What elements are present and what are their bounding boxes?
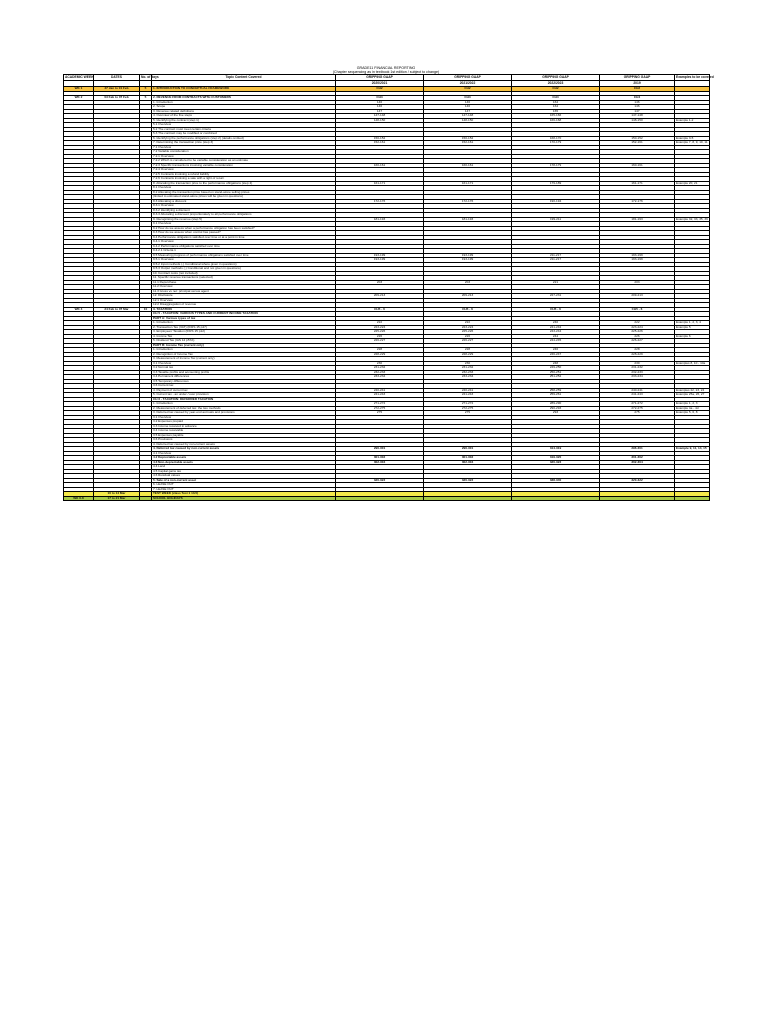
topic-cell: 7.1 Overview xyxy=(152,145,336,150)
gaap3-pages: 179-189 xyxy=(512,181,600,186)
topic-cell: 8.3.2 Identifying a discount xyxy=(152,208,336,213)
gaap3-pages: 319-320 xyxy=(512,456,600,461)
topic-cell: 5.3 The contract may be modified or combined xyxy=(152,132,336,137)
gaap2-pages: 146 xyxy=(424,105,512,110)
gaap3-pages: 246-247 xyxy=(512,352,600,357)
gaap1-pages: 152-161 xyxy=(336,141,424,146)
col-gripping-gaap-4: GRIPPING GAAP xyxy=(600,75,675,81)
topic-cell: 3.4 Permanent differences xyxy=(152,375,336,380)
topic-cell: 7.2.2 Which is considered to be variable consideration as an estimate xyxy=(152,159,336,164)
topic-cell: 3. TAXATION xyxy=(152,307,336,312)
gaap4-pages: 241-243 xyxy=(600,393,675,398)
topic-cell: 6. Identifying the performance obligations (step 2) (details omitted) xyxy=(152,136,336,141)
gaap1-pages: 223-224 xyxy=(336,325,424,330)
col-gripping-gaap-2: GRIPPING GAAP xyxy=(424,75,512,81)
gaap1-pages: 228 xyxy=(336,348,424,353)
topic-cell: 6. LEASE OUT xyxy=(152,483,336,488)
topic-cell: 9.5.1 Overview xyxy=(152,258,336,263)
gaap3-pages: 240 xyxy=(512,321,600,326)
topic-cell: 4. Payment of current tax xyxy=(152,388,336,393)
gaap4-pages xyxy=(600,496,675,501)
edition-g3: 2022/2023 xyxy=(512,81,600,87)
gaap2-pages: 152-161 xyxy=(424,141,512,146)
topic-cell: 10. Contract costs (not included) xyxy=(152,271,336,276)
gaap1-pages: 146 xyxy=(336,100,424,105)
gaap3-pages: CH5 - 6 xyxy=(512,307,600,312)
gaap1-pages: 209-213 xyxy=(336,294,424,299)
topic-cell: CH 6 - TAXATION: DEFERRED TAXATION xyxy=(152,397,336,402)
examples-cell: Example 1, 2, 3, 4 xyxy=(675,321,710,326)
gaap3-pages: 338-340 xyxy=(512,478,600,483)
col-academic-week: ACADEMIC WEEK xyxy=(65,74,94,79)
gaap3-pages: 211-217 xyxy=(512,253,600,258)
gaap4-pages: 172-176 xyxy=(600,199,675,204)
topic-cell: 5. Current tax - an under / over provision xyxy=(152,393,336,398)
topic-cell: PART A: Various types of tax xyxy=(152,316,336,321)
gaap3-pages: 244-245 xyxy=(512,339,600,344)
gaap1-pages: 161-171 xyxy=(336,181,424,186)
gaap1-pages: 231-232 xyxy=(336,366,424,371)
gaap4-pages: 226-227 xyxy=(600,339,675,344)
document-title: GRADE11 FINANCIAL REPORTING xyxy=(356,66,416,70)
gaap2-pages: 275 xyxy=(424,411,512,416)
gaap4-pages: 233-234 xyxy=(600,375,675,380)
gaap4-pages: 240-241 xyxy=(600,388,675,393)
examples-cell: Examples 8, 10 - 10a xyxy=(675,361,710,366)
gaap1-pages: 301-302 xyxy=(336,456,424,461)
gaap1-pages: 150-152 xyxy=(336,136,424,141)
gaap3-pages: 243-244 xyxy=(512,330,600,335)
gaap1-pages: 241-243 xyxy=(336,393,424,398)
dates-cell: 10 to 14 Mar xyxy=(94,492,140,497)
dates-cell: 27 Jan to 01 Feb xyxy=(94,87,140,92)
gaap1-pages: 320-322 xyxy=(336,478,424,483)
gaap1-pages: 146 xyxy=(336,105,424,110)
gaap3-pages: 251-252 xyxy=(512,375,600,380)
gaap1-pages: 160-161 xyxy=(336,163,424,168)
examples-cell: Example 20, 21 xyxy=(675,181,710,186)
gaap3-pages xyxy=(512,496,600,501)
gaap2-pages: 226-227 xyxy=(424,339,512,344)
topic-cell: 3. Deferred tax caused by year-end accruals and provisions xyxy=(152,411,336,416)
gaap4-pages: 302-304 xyxy=(600,460,675,465)
examples-cell: Example 4a - 4d xyxy=(675,406,710,411)
gaap4-pages: 146 xyxy=(600,105,675,110)
gaap3-pages: 314-319 xyxy=(512,447,600,452)
topic-cell: 4.1 Overview xyxy=(152,451,336,456)
topic-cell: 9.4.2 Performance obligations satisfied over time xyxy=(152,244,336,249)
gaap3-pages: 248 xyxy=(512,361,600,366)
examples-cell: Example 7, 8, 9, 10, 11 xyxy=(676,140,708,144)
edition-g4: 2019 xyxy=(600,81,675,87)
gaap3-pages: 166-168 xyxy=(512,118,600,123)
topic-cell: 7. Determining the transaction price (step 3) xyxy=(152,141,336,146)
topic-cell: 4. Deferred tax caused by non-current assets xyxy=(152,447,336,452)
gaap2-pages: 161-171 xyxy=(424,181,512,186)
gaap4-pages: 275 xyxy=(600,411,675,416)
gaap2-pages: 147-148 xyxy=(424,114,512,119)
topic-cell: 7. LEASE OUT xyxy=(152,487,336,492)
gaap4-pages: 226 xyxy=(600,334,675,339)
topic-cell: 4. Overview of the five steps xyxy=(152,114,336,119)
gaap3-pages: 221 xyxy=(512,280,600,285)
gaap1-pages: 226 xyxy=(336,334,424,339)
topic-cell: 3.1 Overview xyxy=(152,415,336,420)
gaap4-pages: 230 xyxy=(600,361,675,366)
topic-cell: 2. Scope xyxy=(152,105,336,110)
topic-cell: 9. Recognising the revenue (step 5) xyxy=(152,217,336,222)
gaap1-pages: 233-234 xyxy=(336,375,424,380)
gaap4-pages: 148-150 xyxy=(600,118,675,123)
gaap2-pages: 150-152 xyxy=(424,136,512,141)
gaap4-pages: 161-171 xyxy=(600,181,675,186)
gaap4-pages: 301-302 xyxy=(600,456,675,461)
gaap4-pages: 320-322 xyxy=(600,478,675,483)
gaap1-pages xyxy=(336,496,424,501)
topic-cell: 4.6 Residual values xyxy=(152,474,336,479)
gaap3-pages: 289-290 xyxy=(512,402,600,407)
gaap4-pages: 160-161 xyxy=(600,163,675,168)
gaap3-pages: 165-166 xyxy=(512,114,600,119)
topic-cell: 3. Measurement of Income Tax (current only) xyxy=(152,357,336,362)
gaap2-pages: 272-275 xyxy=(424,406,512,411)
gaap1-pages: 230 xyxy=(336,361,424,366)
topic-cell: 11.1 Repurchase xyxy=(152,280,336,285)
days-cell: 5 xyxy=(140,87,152,92)
gaap4-pages: 147-148 xyxy=(600,114,675,119)
document-header xyxy=(63,66,709,74)
gaap4-pages: CH5 - 6 xyxy=(600,307,675,312)
gaap4-pages: 228 xyxy=(600,348,675,353)
schedule-body xyxy=(64,87,710,501)
topic-cell: 7.2.1 Overview xyxy=(152,154,336,159)
gaap3-pages: 165 xyxy=(512,109,600,114)
gaap1-pages: 193-199 xyxy=(336,253,424,258)
topic-cell: 7.2.3 Specific transactions involving variable consideration xyxy=(152,163,336,168)
days-cell: 10 xyxy=(140,307,152,312)
topic-cell: 7.2.5 Contracts involving a refund liability xyxy=(152,172,336,177)
topic-cell: PART B: Income Tax (current only) xyxy=(152,343,336,348)
gaap2-pages: 225-226 xyxy=(424,330,512,335)
gaap2-pages: 320-322 xyxy=(424,478,512,483)
gaap2-pages: 209-213 xyxy=(424,294,512,299)
gaap1-pages: 222 xyxy=(336,321,424,326)
gaap4-pages: 152-161 xyxy=(600,141,675,146)
gaap4-pages: 232-233 xyxy=(600,370,675,375)
gaap2-pages: 296-301 xyxy=(424,447,512,452)
gaap3-pages: 211-217 xyxy=(512,258,600,263)
gaap2-pages: 223-224 xyxy=(424,325,512,330)
gaap1-pages: 148-150 xyxy=(336,118,424,123)
topic-cell: 9.2 How do we assess when a performance obligation has been satisfied? xyxy=(152,226,336,231)
gaap4-pages: 271-272 xyxy=(600,402,675,407)
gaap3-pages: 258-259 xyxy=(512,388,600,393)
topic-cell: 5. Identifying the contract (step 1) xyxy=(152,118,336,123)
topic-cell: 8.3 Allocating a discount xyxy=(152,199,336,204)
gaap2-pages: 228 xyxy=(424,348,512,353)
topic-cell: 11.2 Overview xyxy=(152,285,336,290)
gaap3-pages: 190-194 xyxy=(512,199,600,204)
topic-cell: 4.4 Land xyxy=(152,465,336,470)
topic-cell: 4.3 Non-depreciable assets xyxy=(152,460,336,465)
week-cell: WK 4 xyxy=(64,307,94,312)
gaap3-pages: 250-251 xyxy=(512,370,600,375)
topic-cell: 7.2.6 Contracts involving a sale with a right of return xyxy=(152,177,336,182)
gaap1-pages: 203 xyxy=(336,280,424,285)
gaap2-pages: 172-176 xyxy=(424,199,512,204)
examples-cell: Examples 22, 23, 24 xyxy=(675,388,710,393)
edition-g2: 2021/2022 xyxy=(424,81,512,87)
gaap1-pages: 228-229 xyxy=(336,352,424,357)
gaap1-pages: 181-193 xyxy=(336,217,424,222)
gaap1-pages: 147-148 xyxy=(336,114,424,119)
days-cell xyxy=(140,496,152,501)
col-examples: Examples to be covered xyxy=(676,74,714,79)
topic-cell: 4. Income Tax xyxy=(152,334,336,339)
topic-cell: 3.3 Income received in advance xyxy=(152,424,336,429)
topic-cell: 1. Introduction xyxy=(152,100,336,105)
gaap1-pages: CH2 xyxy=(336,87,424,92)
topic-cell: 9.5.3 Output methods (-) Conditional and not given in questions) xyxy=(152,267,336,272)
gaap4-pages: 228-229 xyxy=(600,352,675,357)
examples-cell: Example 6 xyxy=(675,334,710,339)
topic-cell: 12.2 Disaggregation of revenue xyxy=(152,303,336,308)
gaap3-pages: 320-322 xyxy=(512,460,600,465)
gaap2-pages: 148-150 xyxy=(424,118,512,123)
topic-cell: 1. Introduction xyxy=(152,348,336,353)
gaap1-pages: 302-304 xyxy=(336,460,424,465)
gaap3-pages: CH4 xyxy=(512,96,600,101)
gaap2-pages: CH4 xyxy=(424,96,512,101)
week-cell: WK 2 xyxy=(64,96,94,101)
schedule-table xyxy=(63,74,714,501)
topic-cell: TEST WEEK (class Test 1 13.5) xyxy=(152,492,336,497)
gaap4-pages: 150-152 xyxy=(600,136,675,141)
gaap4-pages: 272-275 xyxy=(600,406,675,411)
topic-cell: 9.5 Measuring progress of performance obligations satisfied over time xyxy=(152,253,336,258)
gaap3-pages: 178-179 xyxy=(512,163,600,168)
document-subtitle: (Chapter sequencing as in textbook 1st edition / subject to change) xyxy=(332,70,440,74)
topic-cell: 1. INTRODUCTION TO CONCEPTUAL FRAMEWORK xyxy=(152,87,336,92)
gaap2-pages: CH2 xyxy=(424,87,512,92)
gaap4-pages: 181-193 xyxy=(600,217,675,222)
topic-cell: 2. REVENUE FROM CONTRACTS WITH CUSTOMERS xyxy=(152,96,336,101)
gaap2-pages: 147 xyxy=(424,109,512,114)
gaap2-pages: 240-241 xyxy=(424,388,512,393)
topic-cell: 3.3 Taxable profits and accounting profits xyxy=(152,370,336,375)
topic-cell: 3.2 Expenses prepaid xyxy=(152,420,336,425)
topic-cell: SCHOOL HOLIDAYS xyxy=(152,496,336,501)
gaap3-pages: 259-261 xyxy=(512,393,600,398)
topic-cell: 3.6 Current tax xyxy=(152,384,336,389)
topic-cell: 12. Disclosure xyxy=(152,294,336,299)
examples-cell xyxy=(675,496,710,501)
gaap4-pages: CH4 xyxy=(600,96,675,101)
topic-cell: 5. Sale of a non-current asset xyxy=(152,478,336,483)
gaap2-pages: 160-161 xyxy=(424,163,512,168)
gaap1-pages: 225-226 xyxy=(336,330,424,335)
col-dates: DATES xyxy=(94,75,140,81)
gaap3-pages: 293 xyxy=(512,411,600,416)
gaap3-pages: 164 xyxy=(512,105,600,110)
gaap1-pages: 240-241 xyxy=(336,388,424,393)
examples-cell: Example 25a, 26, 27 xyxy=(675,393,710,398)
topic-cell: 3.6 Provisions xyxy=(152,438,336,443)
topic-cell: 3.5 Expenses payable xyxy=(152,433,336,438)
gaap2-pages: 233-234 xyxy=(424,375,512,380)
gaap2-pages: 193-199 xyxy=(424,258,512,263)
gaap4-pages: 193-199 xyxy=(600,253,675,258)
topic-cell: 1. Introduction xyxy=(152,321,336,326)
topic-cell: 2. Transaction Tax (VAT) (IFRS 15 p47) xyxy=(152,325,336,330)
topic-cell: 8.3.3 Allocating a discount proportionately to all performance obligations xyxy=(152,213,336,218)
topic-cell: 9.4.1 Overview xyxy=(152,240,336,245)
gaap4-pages: 193-199 xyxy=(600,258,675,263)
dates-cell: 24 Feb to 07 Mar xyxy=(94,307,140,312)
gaap4-pages: 147 xyxy=(600,109,675,114)
col-days: No. of days xyxy=(141,74,159,79)
gaap3-pages: 168-170 xyxy=(512,136,600,141)
topic-cell: 3.5 Temporary differences xyxy=(152,379,336,384)
gaap4-pages: 203 xyxy=(600,280,675,285)
gaap2-pages: 241-243 xyxy=(424,393,512,398)
edition-g1: 2020/2021 xyxy=(336,81,424,87)
topic-cell: 8. Allocating the transaction price to the performance obligations (step 4) xyxy=(152,181,336,186)
topic-cell: 3. Revenue related definitions xyxy=(152,109,336,114)
topic-cell: 11. Specific revenue transactions (selected) xyxy=(152,276,336,281)
gaap3-pages: 244 xyxy=(512,334,600,339)
gaap1-pages: 275 xyxy=(336,411,424,416)
topic-cell: 3. Employees' Taxation (IFRS 15 p12) xyxy=(152,330,336,335)
gaap2-pages: 226 xyxy=(424,334,512,339)
gaap1-pages: 296-301 xyxy=(336,447,424,452)
topic-cell: 5.1 Overview xyxy=(152,123,336,128)
gaap2-pages: 222 xyxy=(424,321,512,326)
gaap1-pages: 232-233 xyxy=(336,370,424,375)
gaap2-pages: 203 xyxy=(424,280,512,285)
gaap1-pages: 271-272 xyxy=(336,402,424,407)
week-cell: WK 1 xyxy=(64,87,94,92)
gaap4-pages: 231-232 xyxy=(600,366,675,371)
topic-cell: 9.1 Overview xyxy=(152,222,336,227)
topic-cell: 3.4 Income receivable xyxy=(152,429,336,434)
gaap2-pages: CH5 - 6 xyxy=(424,307,512,312)
spreadsheet-page xyxy=(63,66,714,501)
topic-cell: 8.1 Overview xyxy=(152,186,336,191)
gaap2-pages: 231-232 xyxy=(424,366,512,371)
topic-cell: 5.2 The contract must meet certain criteria xyxy=(152,127,336,132)
gaap1-pages: 147 xyxy=(336,109,424,114)
gaap3-pages: 227-231 xyxy=(512,294,600,299)
gaap3-pages: 241-242 xyxy=(512,325,600,330)
week-cell: WK 6-8 xyxy=(64,496,94,501)
topic-cell: 7.2.4 Overview xyxy=(152,168,336,173)
examples-cell: Example 5, 6, 8 xyxy=(675,411,710,416)
col-gripping-gaap-3: GRIPPING GAAP xyxy=(512,75,600,81)
gaap1-pages: 272-275 xyxy=(336,406,424,411)
days-cell: 5 xyxy=(140,96,152,101)
topic-cell: 9.5.2 Input methods (-) Conditional where given in questions) xyxy=(152,262,336,267)
table-row xyxy=(64,496,710,501)
topic-cell: 9.4 Performance obligations satisfied over time or at a point in time xyxy=(152,235,336,240)
topic-cell: 3.2 Normal tax xyxy=(152,366,336,371)
gaap3-pages: CH2 xyxy=(512,87,600,92)
dates-cell: 03 Feb to 07 Feb xyxy=(94,96,140,101)
topic-cell: 9.4.2.1 Criteria 1 xyxy=(152,249,336,254)
gaap4-pages: 209-213 xyxy=(600,294,675,299)
gaap4-pages: CH2 xyxy=(600,87,675,92)
topic-cell: 11.3 Gross vs net: principal versus agent xyxy=(152,289,336,294)
col-gripping-gaap-1: GRIPPING GAAP xyxy=(336,75,424,81)
topic-cell: 4.2 Depreciable assets xyxy=(152,456,336,461)
gaap1-pages: CH5 - 6 xyxy=(336,307,424,312)
gaap3-pages: 199-211 xyxy=(512,217,600,222)
topic-cell: 4.5 Capital gains tax xyxy=(152,469,336,474)
topic-cell: 2. Recognition of Income Tax xyxy=(152,352,336,357)
gaap4-pages: 222 xyxy=(600,321,675,326)
gaap2-pages: 146 xyxy=(424,100,512,105)
topic-cell: 8.2 Allocating the transaction price based on stand-alone selling prices xyxy=(152,190,336,195)
topic-cell: 5. Dividend Tax (IAS 12 p57A) xyxy=(152,339,336,344)
gaap2-pages: 271-272 xyxy=(424,402,512,407)
gaap2-pages xyxy=(424,496,512,501)
gaap4-pages: 296-301 xyxy=(600,447,675,452)
gaap2-pages: 228-229 xyxy=(424,352,512,357)
topic-cell: 2. Measurement of deferred tax: the two methods xyxy=(152,406,336,411)
gaap3-pages: 246 xyxy=(512,348,600,353)
examples-cell: Example 5 xyxy=(675,325,710,330)
gaap1-pages: 193-199 xyxy=(336,258,424,263)
topic-cell: 7.2 Variable consideration xyxy=(152,150,336,155)
gaap4-pages: 146 xyxy=(600,100,675,105)
examples-cell: Example 1, 2, 3 xyxy=(675,402,710,407)
topic-cell: 8.3.1 Overview xyxy=(152,204,336,209)
topic-cell: 1. Introduction xyxy=(152,402,336,407)
topic-cell: 12.1 Overview xyxy=(152,298,336,303)
examples-cell: Example 9, 11, 14, 15 xyxy=(675,447,710,452)
gaap3-pages: 290-293 xyxy=(512,406,600,411)
examples-cell: Example 32, 33, 35, 36 xyxy=(676,216,708,221)
gaap1-pages: CH4 xyxy=(336,96,424,101)
gaap2-pages: 301-302 xyxy=(424,456,512,461)
gaap2-pages: 232-233 xyxy=(424,370,512,375)
gaap4-pages: 223-224 xyxy=(600,325,675,330)
dates-cell: 17 to 21 Mar xyxy=(94,496,140,501)
topic-cell: CH 5 - TAXATION: VARIOUS TYPES AND CURRENT INCOME TAXATION xyxy=(152,312,336,317)
gaap2-pages: 230 xyxy=(424,361,512,366)
examples-cell: Example 3-5 xyxy=(675,136,710,141)
topic-cell: (limited to estimated stand-alone prices will be given in questions) xyxy=(152,195,336,200)
gaap2-pages: 181-193 xyxy=(424,217,512,222)
gaap2-pages: 193-199 xyxy=(424,253,512,258)
examples-cell: Example 1-2 xyxy=(675,118,710,123)
col-topic: Topic Content Covered xyxy=(152,75,336,81)
topic-cell: 9.3 How do we assess when control has passed? xyxy=(152,231,336,236)
gaap4-pages: 225-226 xyxy=(600,330,675,335)
topic-cell: 4. Deferred tax caused by non-current assets xyxy=(152,442,336,447)
gaap3-pages: 170-179 xyxy=(512,141,600,146)
gaap2-pages: 302-304 xyxy=(424,460,512,465)
gaap3-pages: 164 xyxy=(512,100,600,105)
gaap1-pages: 226-227 xyxy=(336,339,424,344)
gaap3-pages: 249-250 xyxy=(512,366,600,371)
gaap1-pages: 172-176 xyxy=(336,199,424,204)
topic-cell: 3.1 Overview xyxy=(152,361,336,366)
